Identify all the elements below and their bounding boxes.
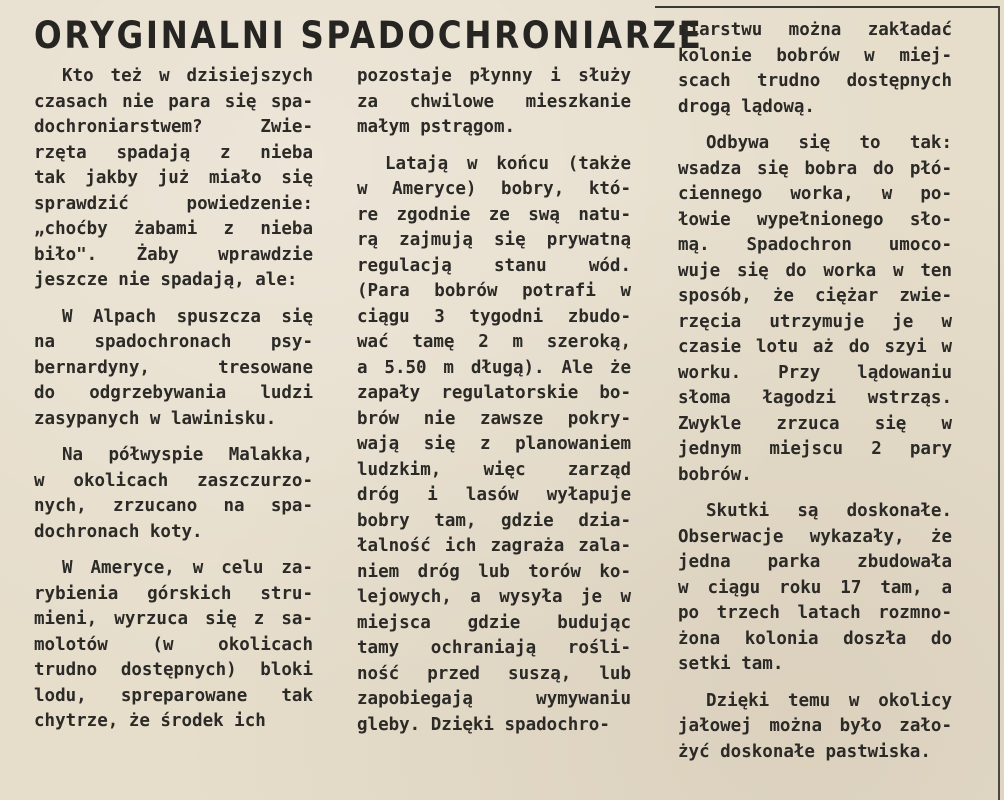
text-line: ność przed suszą, lub <box>357 663 631 684</box>
text-line: bobry tam, gdzie dzia- <box>357 510 631 531</box>
text-line: czasach nie para się spa- <box>34 91 313 112</box>
paragraph <box>34 64 313 294</box>
paragraph-gap <box>678 678 952 689</box>
text-line: rzęcia utrzymuje je w <box>678 311 952 332</box>
text-line: zapobiegają wymywaniu <box>357 689 631 709</box>
text-line: brów nie zawsze pokry- <box>357 408 631 429</box>
text-line: lejowych, a wysyła je w <box>357 587 631 607</box>
text-line: Skutki są doskonałe. <box>706 501 952 521</box>
text-line: Latają w końcu (także <box>385 153 631 174</box>
text-line: wać tamę 2 m szeroką, <box>357 332 631 352</box>
text-line: łowie wypełnionego sło- <box>678 209 952 230</box>
text-line: ciągu 3 tygodni zbudo- <box>357 306 631 327</box>
paragraph-gap <box>34 294 313 305</box>
text-line: rzęta spadają z nieba <box>34 142 313 163</box>
text-line: regulacją stanu wód. <box>357 255 631 276</box>
paragraph <box>678 689 952 766</box>
text-line: tamy ochraniają rośli- <box>357 638 631 658</box>
text-line: wają się z planowaniem <box>357 434 631 454</box>
text-line: molotów (w okolicach <box>34 634 313 655</box>
text-line: Na półwyspie Malakka, <box>62 445 313 465</box>
text-line: tak jakby już miało się <box>34 168 313 188</box>
text-line: dochroniarstwem? Zwie- <box>34 117 313 137</box>
text-line: do odgrzebywania ludzi <box>34 383 313 403</box>
text-line: bobrów. <box>678 464 752 485</box>
text-line: jednym miejscu 2 pary <box>678 439 952 459</box>
paragraph <box>678 131 952 488</box>
right-rule-divider <box>998 6 1000 800</box>
text-line: worku. Przy lądowaniu <box>678 362 952 383</box>
paragraph <box>34 443 313 545</box>
text-line: pozostaje płynny i służy <box>357 66 631 86</box>
paragraph-gap <box>34 432 313 443</box>
paragraph <box>678 499 952 678</box>
text-line: miejsca gdzie budując <box>357 612 631 633</box>
text-line: zasypanych w lawinisku. <box>34 408 277 429</box>
text-line: setki tam. <box>678 654 784 674</box>
text-line: w Ameryce) bobry, któ- <box>357 179 631 199</box>
text-line: rą zajmują się prywatną <box>357 230 631 250</box>
text-line: re zgodnie ze swą natu- <box>357 204 631 225</box>
text-line: biło". Żaby wprawdzie <box>34 244 313 265</box>
text-line: w ciągu roku 17 tam, a <box>678 577 952 598</box>
paragraph-gap <box>357 141 631 152</box>
text-line: zapały regulatorskie bo- <box>357 383 631 403</box>
text-line: Zwykle zrzuca się w <box>678 413 952 434</box>
text-line: jedna parka zbudowała <box>678 552 952 572</box>
paragraph <box>357 64 631 141</box>
text-line: W Alpach spuszcza się <box>62 306 313 327</box>
top-rule-divider <box>655 6 1000 8</box>
paragraph <box>34 556 313 735</box>
text-line: łalność ich zagraża zala- <box>357 536 631 556</box>
paragraph-gap <box>34 545 313 556</box>
text-line: jałowej można było zało- <box>678 716 952 736</box>
text-column-3 <box>678 18 952 765</box>
text-line: a 5.50 m długą). Ale że <box>357 357 631 378</box>
text-line: na spadochronach psy- <box>34 332 313 352</box>
text-line: Odbywa się to tak: <box>706 133 952 153</box>
text-line: niarstwu można zakładać <box>678 20 952 40</box>
text-line: drogą lądową. <box>678 96 815 117</box>
text-line: niem dróg lub torów ko- <box>357 561 631 582</box>
text-line: żyć doskonałe pastwiska. <box>678 741 931 762</box>
text-line: chytrze, że środek ich <box>34 711 266 731</box>
text-line: w okolicach zaszczurzo- <box>34 470 313 491</box>
paragraph <box>34 305 313 433</box>
text-line: żona kolonia doszła do <box>678 628 952 649</box>
text-line: mieni, wyrzuca się z sa- <box>34 609 313 629</box>
text-line: słoma łagodzi wstrząs. <box>678 388 952 408</box>
paragraph-gap <box>678 488 952 499</box>
text-line: Kto też w dzisiejszych <box>62 66 313 86</box>
text-line: wuje się do worka w ten <box>678 260 952 281</box>
article-title: ORYGINALNI SPADOCHRONIARZE <box>34 14 704 57</box>
text-line: W Ameryce, w celu za- <box>62 558 313 578</box>
text-line: gleby. Dzięki spadochro- <box>357 714 610 735</box>
text-line: scach trudno dostępnych <box>678 71 952 91</box>
text-line: „choćby żabami z nieba <box>34 219 313 239</box>
text-line: nych, zrzucano na spa- <box>34 496 313 516</box>
text-line: mą. Spadochron umoco- <box>678 235 952 255</box>
text-line: sposób, że ciężar zwie- <box>678 286 952 306</box>
text-line: małym pstrągom. <box>357 117 516 137</box>
text-line: (Para bobrów potrafi w <box>357 281 631 301</box>
text-line: wsadza się bobra do płó- <box>678 158 952 179</box>
paragraph <box>357 152 631 739</box>
paragraph <box>678 18 952 120</box>
text-line: Dzięki temu w okolicy <box>706 690 952 711</box>
text-line: czasie lotu aż do szyi w <box>678 337 952 357</box>
paragraph-gap <box>678 120 952 131</box>
text-line: dróg i lasów wyłapuje <box>357 485 631 505</box>
text-line: jeszcze nie spadają, ale: <box>34 270 298 290</box>
text-column-2 <box>357 64 631 738</box>
text-line: rybienia górskich stru- <box>34 583 313 604</box>
text-line: za chwilowe mieszkanie <box>357 91 631 112</box>
text-line: sprawdzić powiedzenie: <box>34 193 313 214</box>
text-column-1 <box>34 64 313 735</box>
text-line: lodu, spreparowane tak <box>34 685 313 706</box>
text-line: trudno dostępnych) bloki <box>34 660 313 680</box>
text-line: bernardyny, tresowane <box>34 357 313 378</box>
text-line: Obserwacje wykazały, że <box>678 526 952 547</box>
text-line: ludzkim, więc zarząd <box>357 459 631 480</box>
text-line: kolonie bobrów w miej- <box>678 45 952 66</box>
text-line: ciennego worka, w po- <box>678 184 952 204</box>
text-line: po trzech latach rozmno- <box>678 603 952 623</box>
text-line: dochronach koty. <box>34 521 203 542</box>
